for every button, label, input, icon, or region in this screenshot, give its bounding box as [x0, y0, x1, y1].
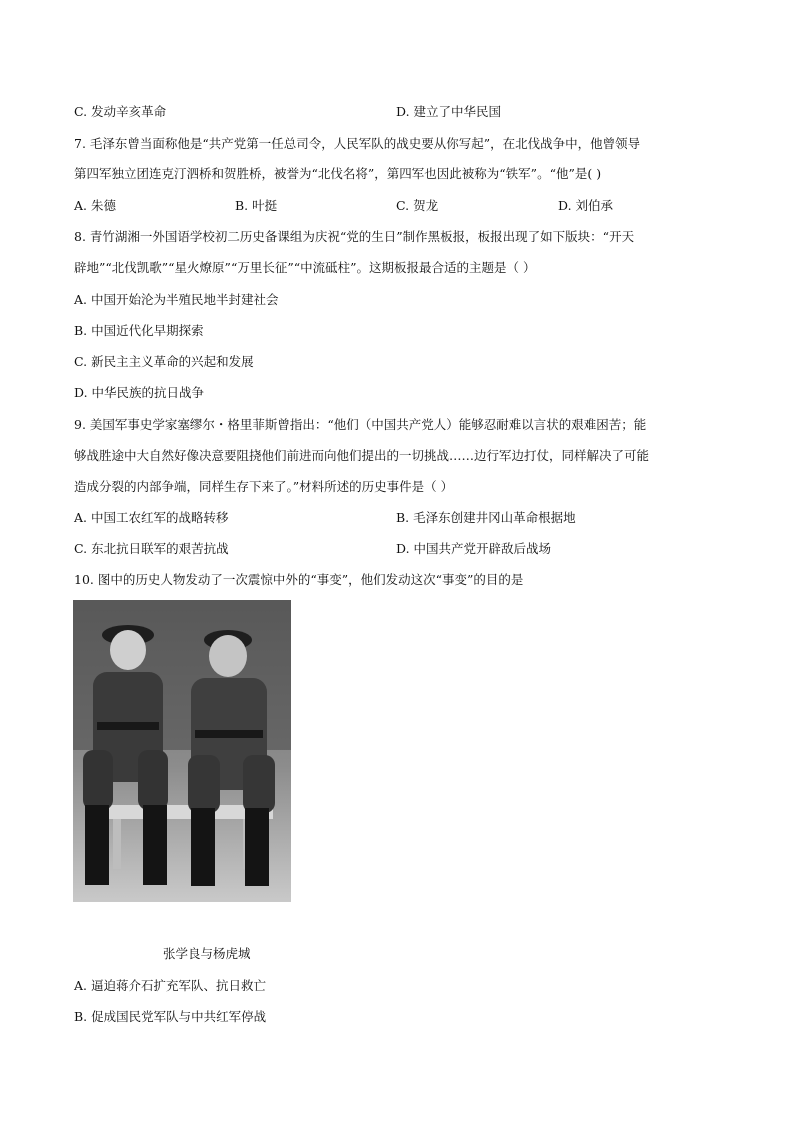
- q7-stem-line-2: 第四军独立团连克汀泗桥和贺胜桥，被誉为“北伐名将”，第四军也因此被称为“铁军”。“他”是( ): [74, 166, 602, 181]
- q9-option-c: C. 东北抗日联军的艰苦抗战: [74, 541, 229, 556]
- q9-stem-line-3: 造成分裂的内部争端，同样生存下来了。”材料所述的历史事件是（ ）: [74, 479, 454, 494]
- q10-option-a: A. 逼迫蒋介石扩充军队、抗日救亡: [74, 978, 266, 993]
- q8-stem-line-2: 辟地”“北伐凯歌”“星火燎原”“万里长征”“中流砥柱”。这期板报最合适的主题是（ ）: [74, 260, 536, 275]
- q9-option-b: B. 毛泽东创建井冈山革命根据地: [396, 510, 576, 525]
- q10-option-b: B. 促成国民党军队与中共红军停战: [74, 1009, 267, 1024]
- q7-option-a: A. 朱德: [74, 198, 116, 213]
- q8-stem-line-1: 8. 青竹湖湘一外国语学校初二历史备课组为庆祝“党的生日”制作黑板报，板报出现了如下版块：“开天: [74, 229, 635, 244]
- q8-option-a: A. 中国开始沦为半殖民地半封建社会: [74, 292, 279, 307]
- historical-photo: [73, 600, 291, 902]
- q6-option-d: D. 建立了中华民国: [396, 104, 502, 119]
- q8-option-d: D. 中华民族的抗日战争: [74, 385, 205, 400]
- q7-option-d: D. 刘伯承: [558, 198, 614, 213]
- photo-caption: 张学良与杨虎城: [163, 946, 251, 961]
- q7-option-c: C. 贺龙: [396, 198, 439, 213]
- q10-stem-line-1: 10. 图中的历史人物发动了一次震惊中外的“事变”，他们发动这次“事变”的目的是: [74, 572, 524, 587]
- q9-stem-line-1: 9. 美国军事史学家塞缪尔・格里菲斯曾指出：“他们（中国共产党人）能够忍耐难以言状的艰难困苦；能: [74, 417, 647, 432]
- q7-stem-line-1: 7. 毛泽东曾当面称他是“共产党第一任总司令，人民军队的战史要从你写起”，在北伐战争中，他曾领导: [74, 136, 641, 151]
- q8-option-c: C. 新民主主义革命的兴起和发展: [74, 354, 254, 369]
- q7-option-b: B. 叶挺: [235, 198, 278, 213]
- q6-option-c: C. 发动辛亥革命: [74, 104, 167, 119]
- q9-option-a: A. 中国工农红军的战略转移: [74, 510, 229, 525]
- q8-option-b: B. 中国近代化早期探索: [74, 323, 204, 338]
- photo-illustration: [73, 600, 291, 902]
- q9-option-d: D. 中国共产党开辟敌后战场: [396, 541, 552, 556]
- q9-stem-line-2: 够战胜途中大自然好像决意要阻挠他们前进而向他们提出的一切挑战……边行军边打仗，同样解决了可能: [74, 448, 650, 463]
